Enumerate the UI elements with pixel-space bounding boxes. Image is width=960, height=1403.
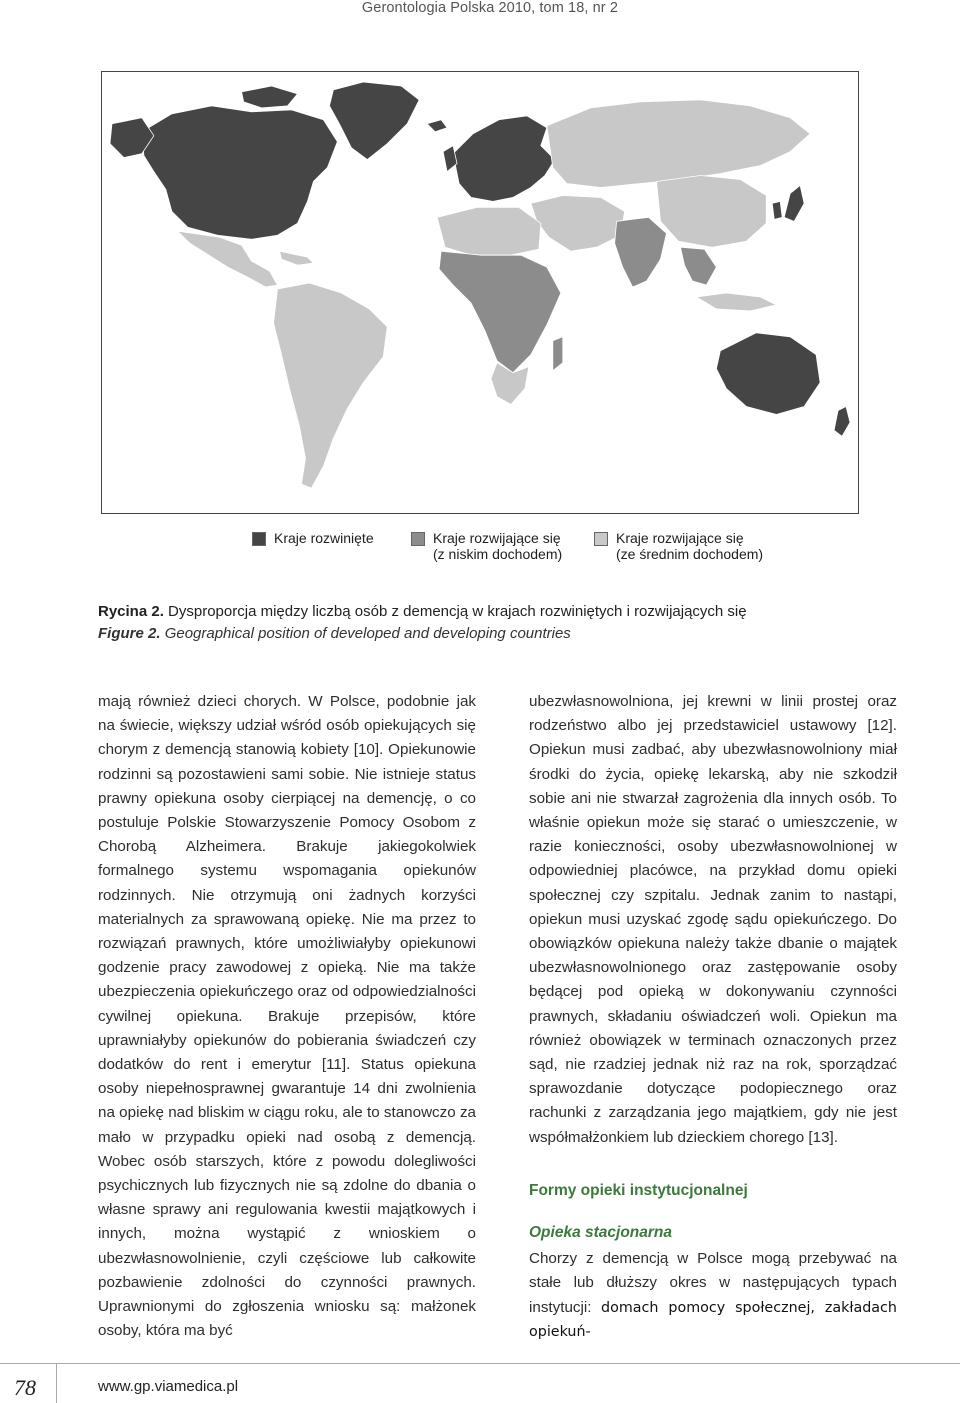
map-region-north-africa (437, 207, 541, 255)
caption-polish (98, 601, 878, 623)
legend-label: Kraje rozwijające się (616, 530, 744, 546)
map-region-south-america (274, 283, 388, 488)
map-region-australia (716, 333, 820, 415)
legend-item-developed (252, 530, 374, 546)
map-region-subsaharan-africa (439, 251, 561, 372)
map-region-korea (772, 201, 782, 219)
map-region-arctic-islands (242, 86, 298, 108)
page-number: 78 (14, 1375, 36, 1400)
map-region-south-asia (615, 217, 667, 287)
legend-swatch-developed (252, 532, 266, 546)
map-region-indonesia (696, 293, 776, 311)
subsection-paragraph (529, 1247, 897, 1344)
map-region-new-zealand (834, 406, 850, 436)
right-column (529, 690, 897, 1344)
map-region-russia (547, 100, 810, 188)
map-region-southeast-asia (680, 247, 716, 285)
caption-label-en: Figure 2. (98, 625, 161, 642)
caption-text-pl: Dysproporcja między liczbą osób z demencją w krajach rozwiniętych i rozwijających się (168, 603, 747, 620)
footer-rule (0, 1363, 960, 1364)
map-region-caribbean (280, 251, 314, 265)
map-region-uk (443, 146, 457, 172)
legend-label: Kraje rozwinięte (274, 530, 374, 546)
map-region-central-america (178, 231, 278, 287)
figure-caption (98, 601, 878, 645)
world-map-figure (101, 71, 859, 514)
map-region-north-america (142, 106, 337, 239)
footer-url[interactable]: www.gp.viamedica.pl (98, 1378, 239, 1395)
footer-divider (56, 1363, 57, 1403)
caption-english (98, 623, 878, 645)
legend-sublabel: (z niskim dochodem) (433, 546, 563, 562)
map-region-madagascar (553, 337, 563, 371)
body-paragraph-left: mają również dzieci chorych. W Polsce, podobnie jak na świecie, większy udział wśród osób opiekujących się chorym z demencją stanowią kobiety [10]. Opiekunowie rodzinni są pozostawieni sami sobie. Nie istnieje status prawny opiekuna osoby cierpiącej na demencję, o co postuluje Polskie Stowarzyszenie Pomocy Osobom z Chorobą Alzheimera. Brakuje jakiegokolwiek formalnego systemu wspomagania opiekunów rodzinnych. Nie otrzymują oni żadnych korzyści materialnych za sprawowaną opiekę. Nie ma przez to rozwiązań prawnych, które umożliwiałyby opiekunowi godzenie pracy zawodowej z opieką. Nie ma także ubezpieczenia opiekuńczego oraz od odpowiedzialności cywilnej opiekuna. Brakuje przepisów, które uprawniałyby opiekunów do pobierania świadczeń czy dodatków do rent i emerytur [11]. Status opiekuna osoby niepełnosprawnej gwarantuje 14 dni zwolnienia na opiekę nad bliskim w ciągu roku, ale to stanowczo za mało w przypadku opieki nad osobą z demencją. Wobec osób starszych, które z powodu dolegliwości psychicznych lub fizycznych nie są zdolne do dbania o własne sprawy ani regulowania kwestii majątkowych i innych, można wystąpić z wnioskiem o ubezwłasnowolnienie, czyli częściowe lub całkowite pozbawienie zdolności do czynności prawnych. Uprawnionymi do zgłoszenia wniosku są: małżonek osoby, która ma być (98, 693, 476, 1340)
map-region-iceland (427, 120, 447, 132)
map-region-japan (784, 185, 804, 221)
subsection-text: Chorzy z demencją w Polsce mogą przebywać na stałe lub dłuższy okres w następujących typach instytucji: (529, 1250, 897, 1316)
legend-swatch-developing-mid (594, 532, 608, 546)
caption-text-en: Geographical position of developed and developing countries (164, 625, 571, 642)
world-map (102, 72, 858, 513)
map-region-greenland (329, 82, 419, 160)
column-gutter (500, 690, 501, 1300)
map-legend (0, 530, 960, 570)
running-head: Gerontologia Polska 2010, tom 18, nr 2 (361, 0, 618, 16)
map-region-europe (453, 116, 555, 202)
legend-item-developing-low (411, 530, 562, 562)
subsection-text-end: domach pomocy społecznej, zakładach opiekuń- (529, 1299, 897, 1340)
legend-label: Kraje rozwijające się (433, 530, 561, 546)
body-paragraph-right: ubezwłasnowolniona, jej krewni w linii prostej oraz rodzeństwo albo jej przedstawiciel ustawowy [12]. Opiekun musi zadbać, aby ubezwłasnowolniony miał środki do życia, opiekę lekarską, aby nie szkodził sobie ani nie stwarzał zagrożenia dla innych osób. To właśnie opiekun może się starać o umieszczenie, w razie konieczności, osoby ubezwłasnowolnionej w odpowiedniej placówce, na przykład domu opieki społecznej czy szpitalu. Jednak zanim to nastąpi, opiekun musi uzyskać zgodę sądu opiekuńczego. Do obowiązków opiekuna należy także dbanie o majątek ubezwłasnowolnionego oraz zastępowanie osoby będącej pod opieką w dokonywaniu czynności prawnych, składaniu oświadczeń woli. Opiekun ma również obowiązek w terminach oznaczonych przez sąd, nie rzadziej jednak niż raz na rok, sporządzać sprawozdanie dotyczące podopiecznego oraz rachunki z zarządzania jego majątkiem, gdy nie jest współmałżonkiem lub dzieckiem chorego [13]. (529, 693, 897, 1146)
section-heading: Formy opieki instytucjonalnej (529, 1181, 748, 1199)
legend-item-developing-mid (594, 530, 763, 562)
legend-swatch-developing-low (411, 532, 425, 546)
legend-sublabel: (ze średnim dochodem) (616, 546, 764, 562)
caption-label-pl: Rycina 2. (98, 603, 164, 620)
map-region-middle-east (531, 195, 625, 251)
map-region-china (657, 176, 767, 248)
subsection-heading: Opieka stacjonarna (529, 1224, 673, 1242)
left-column (98, 690, 476, 1343)
